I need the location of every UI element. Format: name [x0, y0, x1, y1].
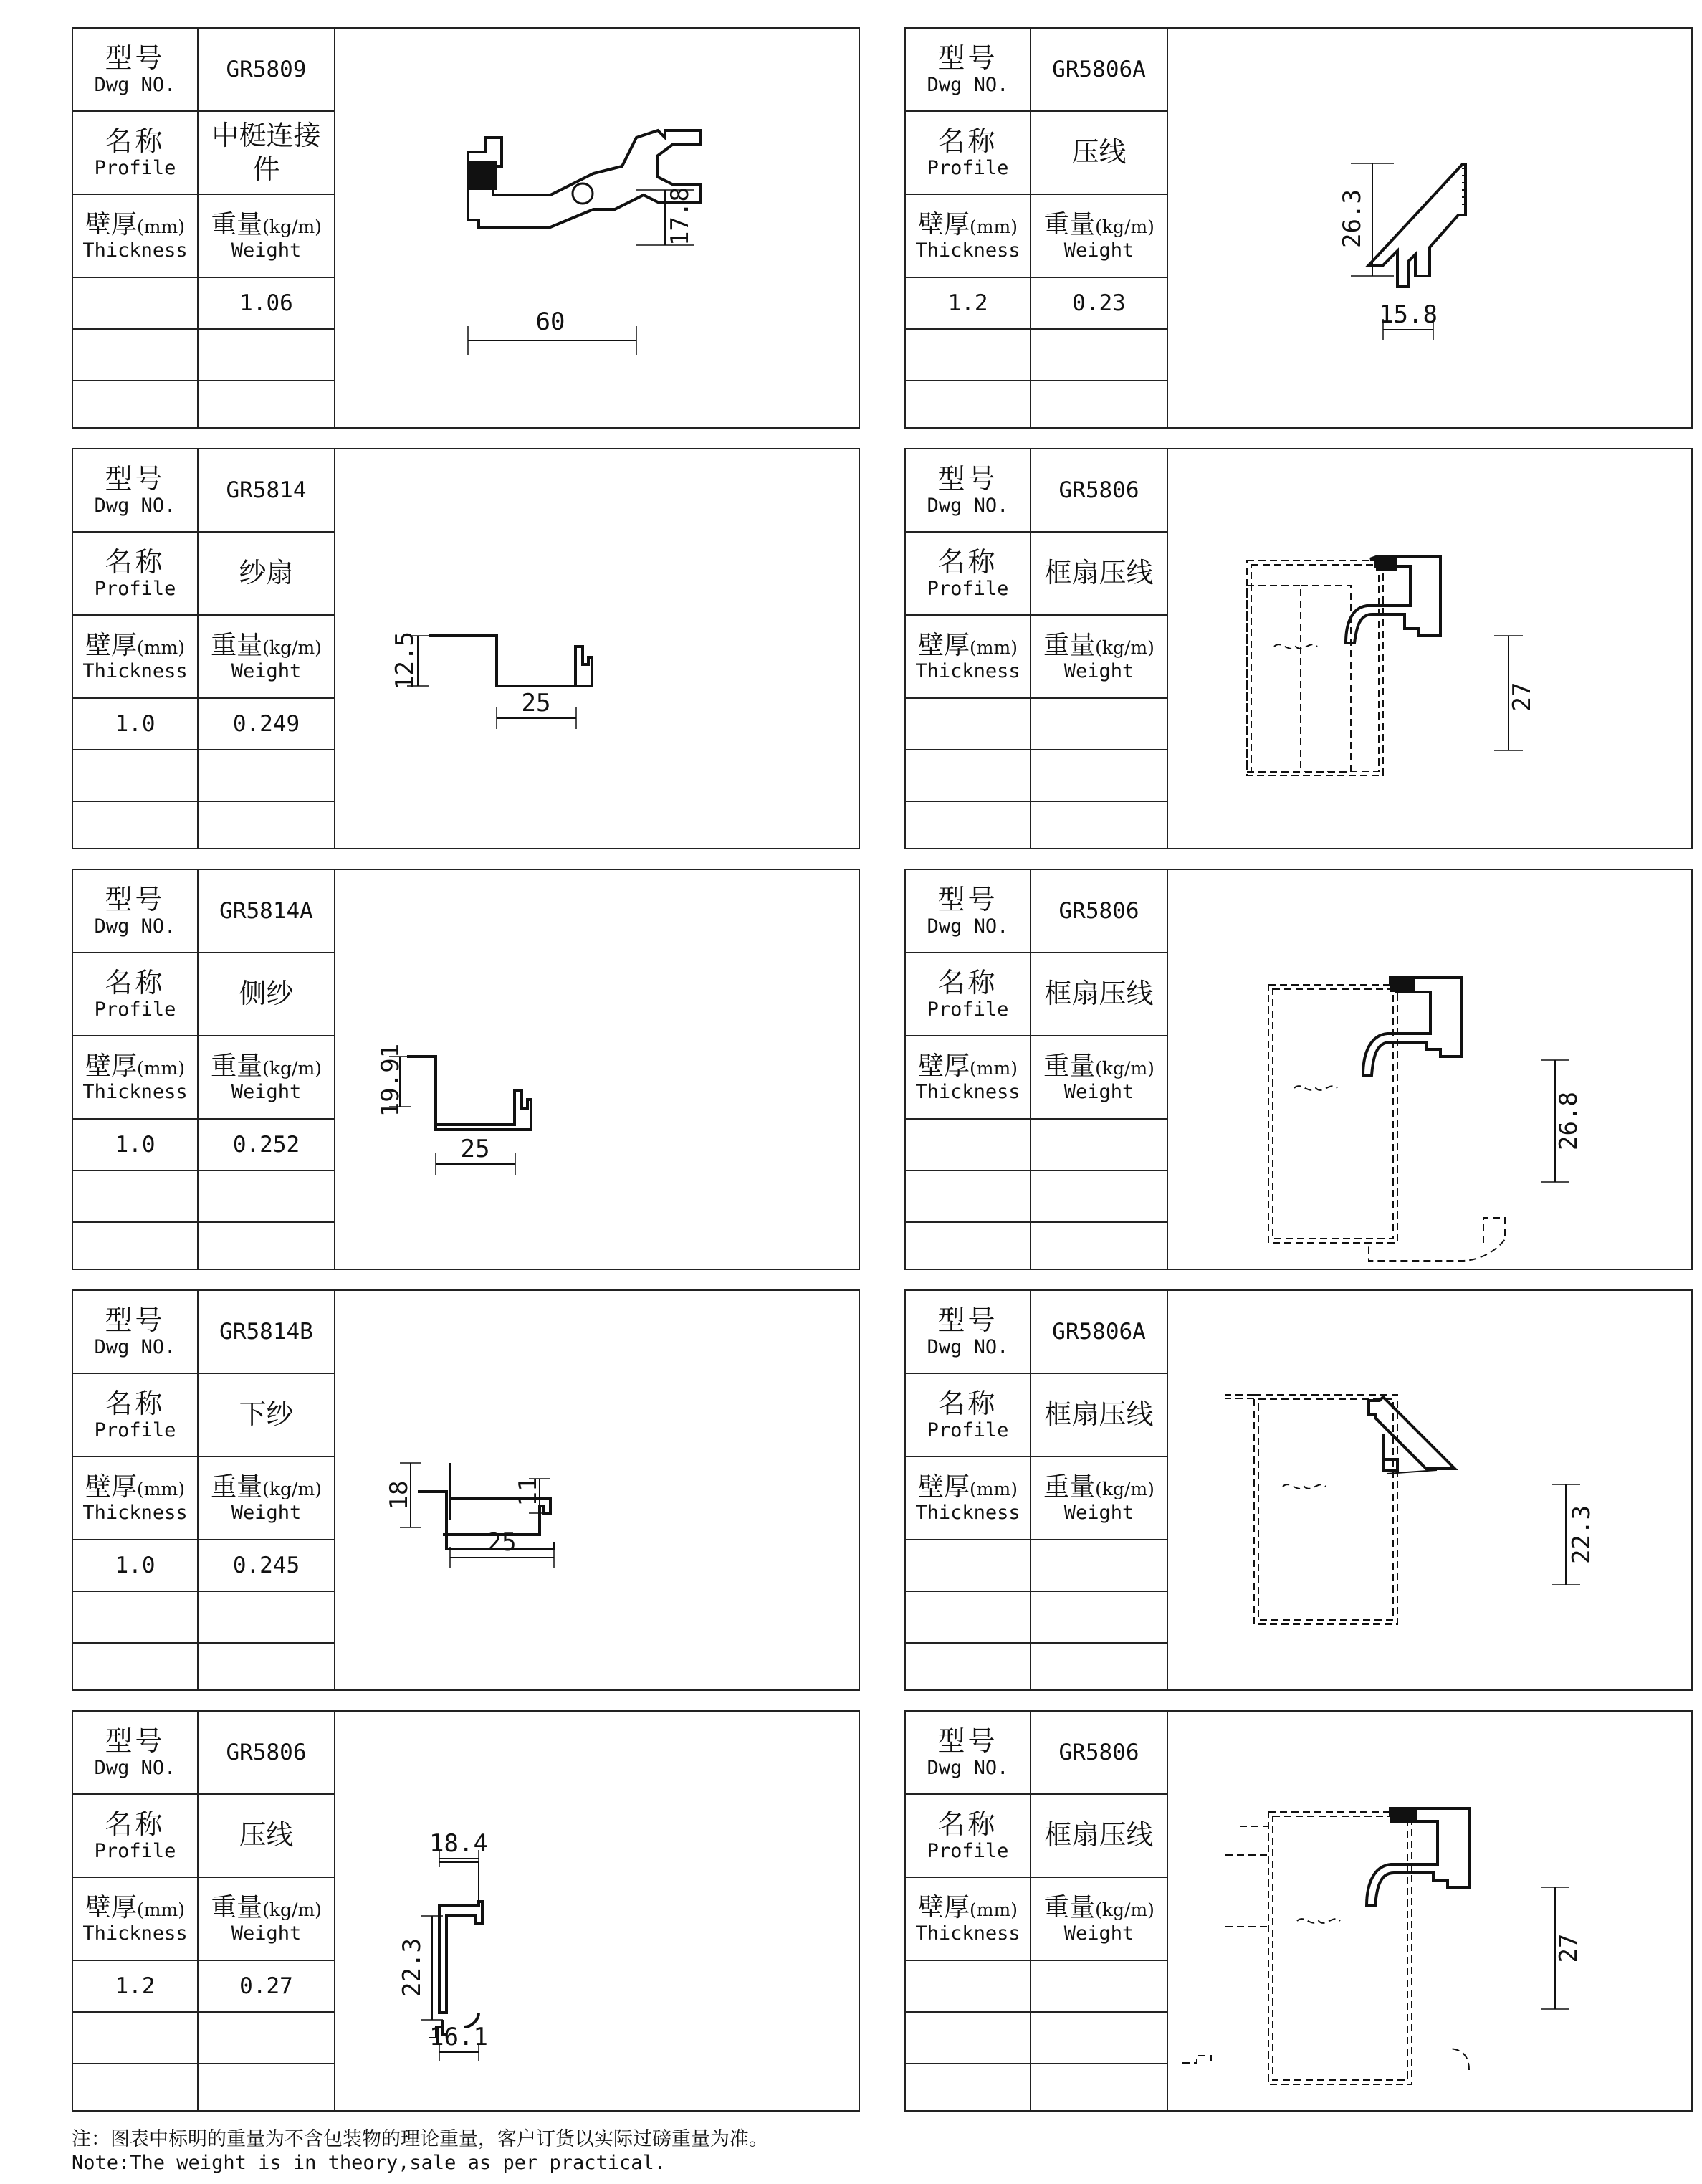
thickness-label [906, 1878, 1031, 1961]
profile-value: 下纱 [199, 1374, 335, 1457]
dwg-no-value: GR5806A [1031, 1291, 1168, 1374]
weight-label-en: Weight [231, 1922, 302, 1945]
profile-drawing [1168, 29, 1691, 427]
dwg-no-label-zh: 型号 [105, 1304, 166, 1336]
dwg-no-label [906, 870, 1031, 953]
profile-label-zh: 名称 [937, 1387, 998, 1419]
empty-cell [906, 1223, 1031, 1269]
dwg-no-value: GR5809 [199, 29, 335, 112]
weight-label-en: Weight [231, 239, 302, 262]
empty-cell [1031, 1592, 1168, 1644]
profile-cross-section [1168, 870, 1691, 1269]
empty-cell [199, 330, 335, 381]
dimension-label: 16.1 [429, 2023, 488, 2051]
profile-card [72, 1289, 860, 1691]
dimension-label: 22.3 [1567, 1505, 1596, 1564]
dwg-no-label-zh: 型号 [937, 883, 998, 915]
weight-label-zh: 重量 [1043, 209, 1096, 239]
profile-drawing [335, 870, 859, 1269]
profile-label [73, 1374, 199, 1457]
dwg-no-value: GR5806 [1031, 449, 1168, 533]
profile-value: 框扇压线 [1031, 533, 1168, 616]
dimension-label: 17.8 [666, 187, 694, 246]
thickness-label [906, 1457, 1031, 1540]
empty-cell [73, 381, 199, 427]
dimension-label: 18.4 [429, 1829, 488, 1858]
thickness-unit: (mm) [970, 1057, 1018, 1079]
thickness-unit: (mm) [137, 1057, 185, 1079]
dwg-no-label-en: Dwg NO. [94, 74, 176, 97]
thickness-label-zh: 壁厚 [918, 1472, 970, 1502]
thickness-value: 1.0 [73, 699, 199, 750]
thickness-value: 1.0 [73, 1120, 199, 1171]
spec-table [73, 870, 335, 1269]
profile-drawing [335, 29, 859, 427]
profile-label-zh: 名称 [937, 1808, 998, 1840]
empty-cell [199, 750, 335, 802]
empty-cell [906, 750, 1031, 802]
thickness-unit: (mm) [137, 216, 185, 237]
thickness-value [73, 278, 199, 330]
profile-label-en: Profile [94, 1840, 176, 1863]
profile-cross-section [1168, 1712, 1691, 2110]
dwg-no-label-zh: 型号 [937, 42, 998, 74]
thickness-label-en: Thickness [82, 660, 188, 683]
profile-label-en: Profile [927, 578, 1009, 601]
dimension-label: 27 [1554, 1933, 1583, 1963]
weight-unit: (kg/m) [1095, 1478, 1154, 1499]
thickness-value [906, 1120, 1031, 1171]
dimension-label: 25 [521, 689, 551, 717]
empty-cell [199, 1644, 335, 1689]
profile-cross-section [335, 1291, 859, 1689]
profile-card [904, 1289, 1693, 1691]
dwg-no-value: GR5814B [199, 1291, 335, 1374]
profile-value: 框扇压线 [1031, 1795, 1168, 1878]
profile-value: 纱扇 [199, 533, 335, 616]
profile-value: 框扇压线 [1031, 953, 1168, 1036]
spec-table [906, 870, 1168, 1269]
empty-cell [73, 1592, 199, 1644]
dwg-no-value: GR5806A [1031, 29, 1168, 112]
weight-label-zh: 重量 [211, 1892, 263, 1922]
empty-cell [199, 1592, 335, 1644]
empty-cell [906, 2064, 1031, 2110]
empty-cell [199, 802, 335, 848]
dwg-no-label-zh: 型号 [937, 1725, 998, 1757]
profile-label-zh: 名称 [105, 545, 166, 578]
dwg-no-label-zh: 型号 [105, 883, 166, 915]
weight-label-en: Weight [231, 660, 302, 683]
dwg-no-label [73, 1712, 199, 1795]
dwg-no-label-en: Dwg NO. [927, 1336, 1009, 1359]
empty-cell [1031, 381, 1168, 427]
profile-label-zh: 名称 [105, 1387, 166, 1419]
weight-unit: (kg/m) [1095, 1899, 1154, 1920]
weight-label-zh: 重量 [211, 209, 263, 239]
thickness-label-zh: 壁厚 [85, 630, 138, 660]
profile-label-en: Profile [94, 157, 176, 180]
thickness-value [906, 1540, 1031, 1592]
profile-drawing [335, 449, 859, 848]
spec-table [73, 1291, 335, 1689]
dwg-no-value: GR5814 [199, 449, 335, 533]
weight-unit: (kg/m) [262, 216, 322, 237]
profile-drawing [335, 1712, 859, 2110]
profile-label [73, 953, 199, 1036]
dimension-label: 12.5 [391, 631, 419, 690]
dwg-no-value: GR5814A [199, 870, 335, 953]
thickness-unit: (mm) [970, 216, 1018, 237]
profile-label-en: Profile [927, 1419, 1009, 1442]
thickness-label-en: Thickness [82, 1502, 188, 1525]
weight-value [1031, 1120, 1168, 1171]
thickness-unit: (mm) [137, 636, 185, 658]
weight-unit: (kg/m) [262, 1057, 322, 1079]
thickness-label-zh: 壁厚 [918, 1892, 970, 1922]
dimension-label: 15.8 [1379, 300, 1438, 329]
weight-value [1031, 1540, 1168, 1592]
profile-drawing [335, 1291, 859, 1689]
dwg-no-label-zh: 型号 [937, 1304, 998, 1336]
weight-unit: (kg/m) [1095, 216, 1154, 237]
thickness-label-en: Thickness [82, 239, 188, 262]
spec-table [73, 449, 335, 848]
weight-unit: (kg/m) [262, 1478, 322, 1499]
profile-card [72, 869, 860, 1270]
dwg-no-label-zh: 型号 [105, 42, 166, 74]
thickness-label [906, 195, 1031, 278]
thickness-label [906, 616, 1031, 699]
dimension-label: 26.8 [1554, 1092, 1583, 1150]
weight-value: 0.27 [199, 1961, 335, 2013]
dwg-no-label [73, 1291, 199, 1374]
profile-card [72, 448, 860, 849]
profile-cross-section [335, 870, 859, 1269]
weight-label-zh: 重量 [211, 1051, 263, 1081]
profile-drawing [1168, 1712, 1691, 2110]
empty-cell [73, 2013, 199, 2064]
weight-label-zh: 重量 [1043, 1051, 1096, 1081]
weight-unit: (kg/m) [262, 1899, 322, 1920]
profile-label [906, 533, 1031, 616]
spec-table [906, 29, 1168, 427]
dwg-no-label-en: Dwg NO. [927, 1757, 1009, 1780]
thickness-value [906, 1961, 1031, 2013]
profile-card [72, 1710, 860, 2112]
empty-cell [1031, 1223, 1168, 1269]
weight-label [199, 1878, 335, 1961]
dwg-no-label [906, 1712, 1031, 1795]
profile-label-zh: 名称 [105, 125, 166, 157]
profile-card [904, 27, 1693, 429]
weight-value: 0.252 [199, 1120, 335, 1171]
empty-cell [199, 381, 335, 427]
dwg-no-label-en: Dwg NO. [94, 495, 176, 518]
profile-value: 压线 [199, 1795, 335, 1878]
weight-unit: (kg/m) [262, 636, 322, 658]
dimension-label: 60 [535, 307, 565, 336]
thickness-label [73, 1878, 199, 1961]
weight-label-en: Weight [1063, 239, 1134, 262]
weight-label-zh: 重量 [211, 1472, 263, 1502]
thickness-value [906, 699, 1031, 750]
dwg-no-label [73, 449, 199, 533]
empty-cell [906, 1644, 1031, 1689]
empty-cell [73, 1223, 199, 1269]
profile-label-zh: 名称 [105, 1808, 166, 1840]
spec-table [906, 1291, 1168, 1689]
weight-label-zh: 重量 [211, 630, 263, 660]
profile-card [904, 869, 1693, 1270]
profile-label-en: Profile [927, 157, 1009, 180]
weight-value [1031, 1961, 1168, 2013]
profile-card [72, 27, 860, 429]
empty-cell [199, 2064, 335, 2110]
profile-label-en: Profile [927, 1840, 1009, 1863]
weight-label-en: Weight [231, 1502, 302, 1525]
profile-label-zh: 名称 [937, 545, 998, 578]
empty-cell [1031, 750, 1168, 802]
empty-cell [73, 802, 199, 848]
profile-drawing [1168, 449, 1691, 848]
dimension-label: 18 [385, 1480, 413, 1510]
empty-cell [73, 2064, 199, 2110]
thickness-value: 1.2 [906, 278, 1031, 330]
profile-label [906, 1795, 1031, 1878]
thickness-label-zh: 壁厚 [918, 209, 970, 239]
profile-label-en: Profile [927, 998, 1009, 1021]
profile-value: 框扇压线 [1031, 1374, 1168, 1457]
profile-cross-section [1168, 449, 1691, 848]
weight-label-zh: 重量 [1043, 1892, 1096, 1922]
dwg-no-label-en: Dwg NO. [927, 74, 1009, 97]
thickness-label-en: Thickness [915, 660, 1020, 683]
empty-cell [1031, 1644, 1168, 1689]
weight-label [1031, 1036, 1168, 1120]
empty-cell [1031, 330, 1168, 381]
weight-label [199, 616, 335, 699]
thickness-label [73, 616, 199, 699]
profile-value: 压线 [1031, 112, 1168, 195]
profile-label-zh: 名称 [105, 966, 166, 998]
thickness-label [73, 1036, 199, 1120]
empty-cell [906, 1171, 1031, 1223]
dwg-no-label-en: Dwg NO. [94, 1336, 176, 1359]
empty-cell [906, 802, 1031, 848]
dwg-no-label [73, 870, 199, 953]
weight-label-zh: 重量 [1043, 630, 1096, 660]
dwg-no-label-zh: 型号 [105, 462, 166, 495]
empty-cell [1031, 802, 1168, 848]
footer-note-zh: 注：图表中标明的重量为不含包装物的理论重量，客户订货以实际过磅重量为准。 [72, 2128, 768, 2150]
thickness-label-zh: 壁厚 [918, 630, 970, 660]
profile-cross-section [335, 449, 859, 848]
thickness-value: 1.2 [73, 1961, 199, 2013]
profile-label-en: Profile [94, 578, 176, 601]
empty-cell [73, 330, 199, 381]
thickness-label-zh: 壁厚 [85, 209, 138, 239]
dwg-no-value: GR5806 [199, 1712, 335, 1795]
empty-cell [906, 1592, 1031, 1644]
spec-table [906, 449, 1168, 848]
profile-label [73, 112, 199, 195]
thickness-label-zh: 壁厚 [85, 1892, 138, 1922]
empty-cell [1031, 2064, 1168, 2110]
weight-value: 0.23 [1031, 278, 1168, 330]
empty-cell [1031, 2013, 1168, 2064]
dimension-label: 26.3 [1338, 189, 1367, 248]
empty-cell [906, 2013, 1031, 2064]
thickness-unit: (mm) [137, 1899, 185, 1920]
profile-label [906, 1374, 1031, 1457]
dimension-label: 22.3 [398, 1938, 426, 1997]
profile-cross-section [1168, 1291, 1691, 1689]
footer-note-en: Note:The weight is in theory,sale as per practical. [72, 2152, 666, 2174]
thickness-label-en: Thickness [915, 1922, 1020, 1945]
dwg-no-value: GR5806 [1031, 870, 1168, 953]
profile-label-zh: 名称 [937, 125, 998, 157]
thickness-label-en: Thickness [915, 1502, 1020, 1525]
dimension-label: 25 [487, 1528, 517, 1557]
dwg-no-label-zh: 型号 [105, 1725, 166, 1757]
thickness-label-zh: 壁厚 [918, 1051, 970, 1081]
weight-unit: (kg/m) [1095, 1057, 1154, 1079]
empty-cell [73, 1644, 199, 1689]
profile-label-en: Profile [94, 1419, 176, 1442]
profile-cross-section [335, 29, 859, 427]
dwg-no-value: GR5806 [1031, 1712, 1168, 1795]
weight-label-en: Weight [1063, 1922, 1134, 1945]
dimension-label: 27 [1508, 682, 1536, 712]
weight-label [199, 195, 335, 278]
thickness-label-en: Thickness [915, 239, 1020, 262]
weight-label [199, 1457, 335, 1540]
dwg-no-label-en: Dwg NO. [94, 915, 176, 938]
profile-label [906, 112, 1031, 195]
weight-value [1031, 699, 1168, 750]
weight-label-en: Weight [1063, 660, 1134, 683]
spec-table [906, 1712, 1168, 2110]
weight-value: 1.06 [199, 278, 335, 330]
thickness-unit: (mm) [137, 1478, 185, 1499]
thickness-value: 1.0 [73, 1540, 199, 1592]
profile-label [73, 533, 199, 616]
empty-cell [199, 1171, 335, 1223]
dwg-no-label-zh: 型号 [937, 462, 998, 495]
spec-table [73, 1712, 335, 2110]
weight-unit: (kg/m) [1095, 636, 1154, 658]
thickness-label-zh: 壁厚 [85, 1472, 138, 1502]
empty-cell [73, 1171, 199, 1223]
weight-label-en: Weight [1063, 1502, 1134, 1525]
profile-label [906, 953, 1031, 1036]
dwg-no-label [906, 29, 1031, 112]
weight-label-en: Weight [231, 1081, 302, 1104]
thickness-unit: (mm) [970, 1478, 1018, 1499]
weight-label [1031, 1457, 1168, 1540]
weight-value: 0.249 [199, 699, 335, 750]
thickness-label [906, 1036, 1031, 1120]
empty-cell [199, 1223, 335, 1269]
thickness-label-en: Thickness [82, 1922, 188, 1945]
dwg-no-label [73, 29, 199, 112]
dimension-label: 19.91 [376, 1043, 405, 1117]
weight-label-en: Weight [1063, 1081, 1134, 1104]
profile-drawing [1168, 870, 1691, 1269]
dwg-no-label-en: Dwg NO. [927, 495, 1009, 518]
spec-table [73, 29, 335, 427]
empty-cell [73, 750, 199, 802]
dwg-no-label [906, 449, 1031, 533]
profile-value: 中梃连接件 [199, 112, 335, 195]
weight-label [1031, 616, 1168, 699]
dwg-no-label-en: Dwg NO. [94, 1757, 176, 1780]
profile-card [904, 448, 1693, 849]
profile-cross-section [1168, 29, 1691, 427]
weight-value: 0.245 [199, 1540, 335, 1592]
weight-label [199, 1036, 335, 1120]
empty-cell [906, 330, 1031, 381]
profile-value: 侧纱 [199, 953, 335, 1036]
thickness-label-zh: 壁厚 [85, 1051, 138, 1081]
empty-cell [906, 381, 1031, 427]
profile-label-zh: 名称 [937, 966, 998, 998]
profile-drawing [1168, 1291, 1691, 1689]
dwg-no-label [906, 1291, 1031, 1374]
weight-label-zh: 重量 [1043, 1472, 1096, 1502]
dwg-no-label-en: Dwg NO. [927, 915, 1009, 938]
weight-label [1031, 1878, 1168, 1961]
thickness-unit: (mm) [970, 1899, 1018, 1920]
profile-cross-section [335, 1712, 859, 2110]
profile-card [904, 1710, 1693, 2112]
profile-label-en: Profile [94, 998, 176, 1021]
thickness-label [73, 1457, 199, 1540]
dimension-label: 11 [514, 1477, 542, 1507]
thickness-label-en: Thickness [82, 1081, 188, 1104]
profile-label [73, 1795, 199, 1878]
weight-label [1031, 195, 1168, 278]
thickness-unit: (mm) [970, 636, 1018, 658]
dimension-label: 25 [460, 1135, 490, 1163]
empty-cell [1031, 1171, 1168, 1223]
thickness-label [73, 195, 199, 278]
empty-cell [199, 2013, 335, 2064]
thickness-label-en: Thickness [915, 1081, 1020, 1104]
